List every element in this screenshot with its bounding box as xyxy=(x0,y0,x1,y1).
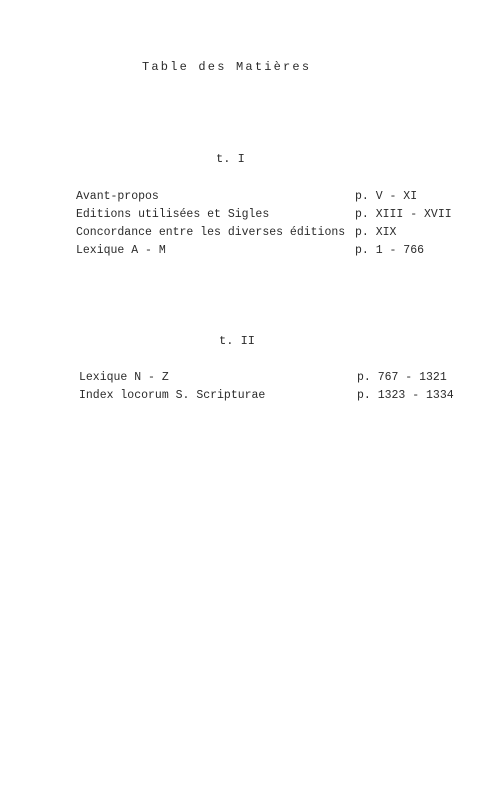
toc-row xyxy=(0,208,504,226)
toc-entry-label: Lexique N - Z xyxy=(79,371,169,384)
toc-row xyxy=(0,244,504,262)
toc-entry-label: Editions utilisées et Sigles xyxy=(76,208,270,221)
page-title: Table des Matières xyxy=(142,60,312,74)
toc-entry-pages: p. XIII - XVII xyxy=(355,208,452,221)
toc-entry-label: Lexique A - M xyxy=(76,244,166,257)
toc-entry-label: Avant-propos xyxy=(76,190,159,203)
toc-volume-1 xyxy=(0,190,504,262)
toc-entry-pages: p. 767 - 1321 xyxy=(357,371,447,384)
toc-entry-label: Index locorum S. Scripturae xyxy=(79,389,266,402)
volume-heading-1: t. I xyxy=(216,152,245,166)
toc-entry-label: Concordance entre les diverses éditions xyxy=(76,226,346,239)
toc-row xyxy=(0,371,504,389)
toc-volume-2 xyxy=(0,371,504,407)
toc-entry-pages: p. V - XI xyxy=(355,190,418,203)
toc-row xyxy=(0,190,504,208)
toc-entry-pages: p. XIX xyxy=(355,226,397,239)
toc-row xyxy=(0,389,504,407)
toc-entry-pages: p. 1323 - 1334 xyxy=(357,389,454,402)
volume-heading-2: t. II xyxy=(219,334,256,348)
toc-entry-pages: p. 1 - 766 xyxy=(355,244,425,257)
toc-row xyxy=(0,226,504,244)
